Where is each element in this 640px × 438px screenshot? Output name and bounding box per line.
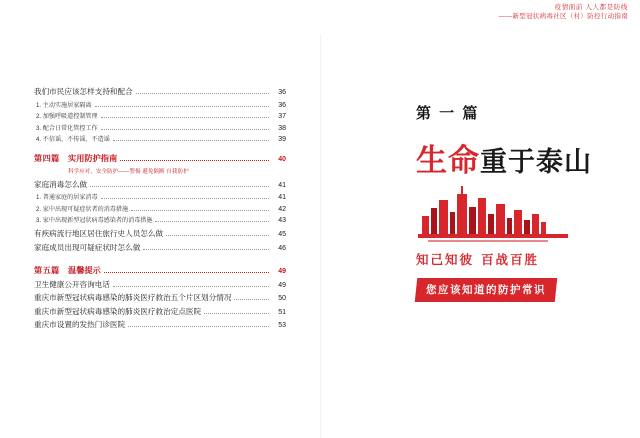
toc-item-label: 3. 家中出现新型冠状病毒感染者的消毒措施 (36, 217, 153, 224)
toc-item-row[interactable] (34, 215, 286, 224)
leader-dots (155, 220, 269, 222)
toc-page-number: 39 (278, 136, 286, 143)
toc-section-row[interactable] (34, 242, 286, 253)
building-shape (469, 207, 476, 234)
building-shape (507, 218, 512, 234)
building-shape (431, 208, 437, 234)
toc-chapter-name: 实用防护指南 (68, 154, 118, 163)
toc-item-row[interactable] (34, 111, 286, 120)
leader-dots (90, 185, 269, 187)
chapter-slogan (416, 250, 616, 268)
building-shape (422, 216, 429, 234)
chapter-banner (415, 278, 558, 302)
toc-section-row[interactable] (34, 292, 286, 303)
leader-dots (101, 128, 269, 130)
chapter-title-block (416, 102, 616, 302)
toc-chapter-heading (34, 265, 101, 276)
building-shape (450, 212, 455, 234)
toc-section-row[interactable] (34, 228, 286, 239)
building-shape (514, 210, 522, 234)
toc-item-row[interactable] (34, 134, 286, 143)
leader-dots (120, 159, 269, 161)
toc-page-number: 46 (278, 244, 286, 252)
toc-page-number: 51 (278, 308, 286, 316)
toc-item-row[interactable] (34, 192, 286, 201)
toc-page-number: 36 (278, 89, 286, 96)
leader-dots (101, 116, 269, 118)
toc-page-number: 49 (278, 267, 286, 275)
right-page (320, 34, 640, 438)
header-text-block (499, 4, 628, 22)
toc-section-title: 重庆市设置的发热门诊医院 (34, 320, 126, 329)
building-shape (524, 220, 530, 234)
slogan-right: 百战百胜 (481, 253, 540, 267)
city-skyline-illustration (418, 190, 568, 242)
header-tagline: 疫情面前 人人都是防线 (554, 4, 628, 11)
spread (0, 34, 640, 438)
toc-page-number: 37 (278, 113, 286, 120)
toc-group (34, 153, 286, 253)
toc-page-number: 42 (278, 205, 286, 213)
building-tower (461, 186, 463, 234)
toc-item-label: 3. 配合日常化管控工作 (36, 124, 98, 132)
toc-chapter-label: 第五篇 (34, 265, 60, 275)
leader-dots (113, 285, 269, 287)
toc-page-number: 41 (278, 181, 286, 189)
leader-dots (101, 197, 269, 199)
toc-section-title: 我们市民应该怎样支持和配合 (34, 87, 133, 96)
chapter-label: 第 一 篇 (416, 105, 480, 122)
skyline-ground (418, 234, 568, 238)
toc-section-row[interactable] (34, 179, 286, 190)
building-shape (478, 198, 486, 234)
toc-page-number: 43 (278, 217, 286, 224)
toc-section-row[interactable] (34, 86, 286, 97)
left-page (0, 34, 320, 438)
toc-group (34, 86, 286, 143)
toc-chapter-name: 温馨提示 (68, 265, 101, 275)
toc-section-row[interactable] (34, 306, 286, 317)
toc-page-number: 45 (278, 231, 286, 238)
table-of-contents (34, 86, 286, 335)
toc-chapter-label: 第四篇 (34, 154, 60, 163)
toc-item-label: 1. 主动实施居家隔离 (36, 101, 92, 109)
toc-section-row[interactable] (34, 319, 286, 330)
toc-section-title: 重庆市新型冠状病毒感染的肺炎医疗救治定点医院 (34, 306, 202, 316)
building-shape (488, 214, 494, 234)
leader-dots (131, 209, 269, 211)
toc-chapter-heading (34, 153, 117, 164)
toc-item-label: 2. 家中出现可疑症状者的消毒措施 (36, 205, 129, 213)
toc-chapter-row[interactable] (34, 265, 286, 276)
building-shape (541, 222, 546, 234)
toc-chapter-note: 科学应对，安全防护——警惕 避免隔断 自我防护 (68, 168, 189, 175)
toc-item-row[interactable] (34, 204, 286, 213)
leader-dots (128, 325, 269, 327)
toc-page-number: 53 (278, 322, 286, 329)
toc-section-title: 家庭成员出现可疑症状时怎么做 (34, 242, 141, 252)
toc-section-row[interactable] (34, 279, 286, 290)
toc-chapter-row[interactable] (34, 153, 286, 164)
toc-section-title: 卫生健康公开咨询电话 (34, 279, 110, 289)
leader-dots (204, 312, 269, 314)
toc-section-title: 有疾病流行地区居住旅行史人员怎么做 (34, 229, 164, 238)
toc-item-row[interactable] (34, 100, 286, 109)
chapter-heading-dark: 重于泰山 (480, 147, 592, 177)
toc-page-number: 41 (278, 194, 286, 201)
toc-page-number: 40 (278, 156, 286, 163)
header-band (0, 0, 640, 34)
toc-group (34, 265, 286, 331)
toc-section-title: 家庭消毒怎么做 (34, 179, 88, 189)
leader-dots (113, 139, 269, 141)
toc-page-number: 38 (278, 124, 286, 132)
chapter-heading (416, 145, 616, 176)
leader-dots (95, 105, 269, 107)
leader-dots (166, 234, 269, 236)
toc-page-number: 36 (278, 101, 286, 109)
skyline-ground-shadow (428, 240, 548, 242)
slogan-left: 知己知彼 (416, 253, 475, 267)
leader-dots (136, 92, 269, 94)
chapter-banner-text: 您应该知道的防护常识 (426, 284, 547, 296)
toc-item-label: 2. 加强呼吸道控制管理 (36, 113, 98, 120)
toc-item-label: 4. 不信谣、不传谣、不造谣 (36, 136, 110, 143)
building-shape (439, 200, 448, 234)
building-shape (532, 214, 539, 234)
toc-page-number: 49 (278, 281, 286, 289)
leader-dots (234, 298, 269, 300)
header-subtitle: ——新型冠状病毒社区（村）防控行动指南 (498, 12, 628, 20)
toc-item-label: 1. 普通家庭的居家消毒 (36, 194, 98, 201)
leader-dots (143, 248, 269, 250)
chapter-heading-red: 生命 (416, 143, 480, 178)
toc-item-row[interactable] (34, 123, 286, 132)
toc-page-number: 50 (278, 295, 286, 302)
toc-section-title: 重庆市新型冠状病毒感染的肺炎医疗救治五个片区划分情况 (34, 293, 232, 302)
building-shape (496, 204, 505, 234)
leader-dots (104, 271, 269, 273)
